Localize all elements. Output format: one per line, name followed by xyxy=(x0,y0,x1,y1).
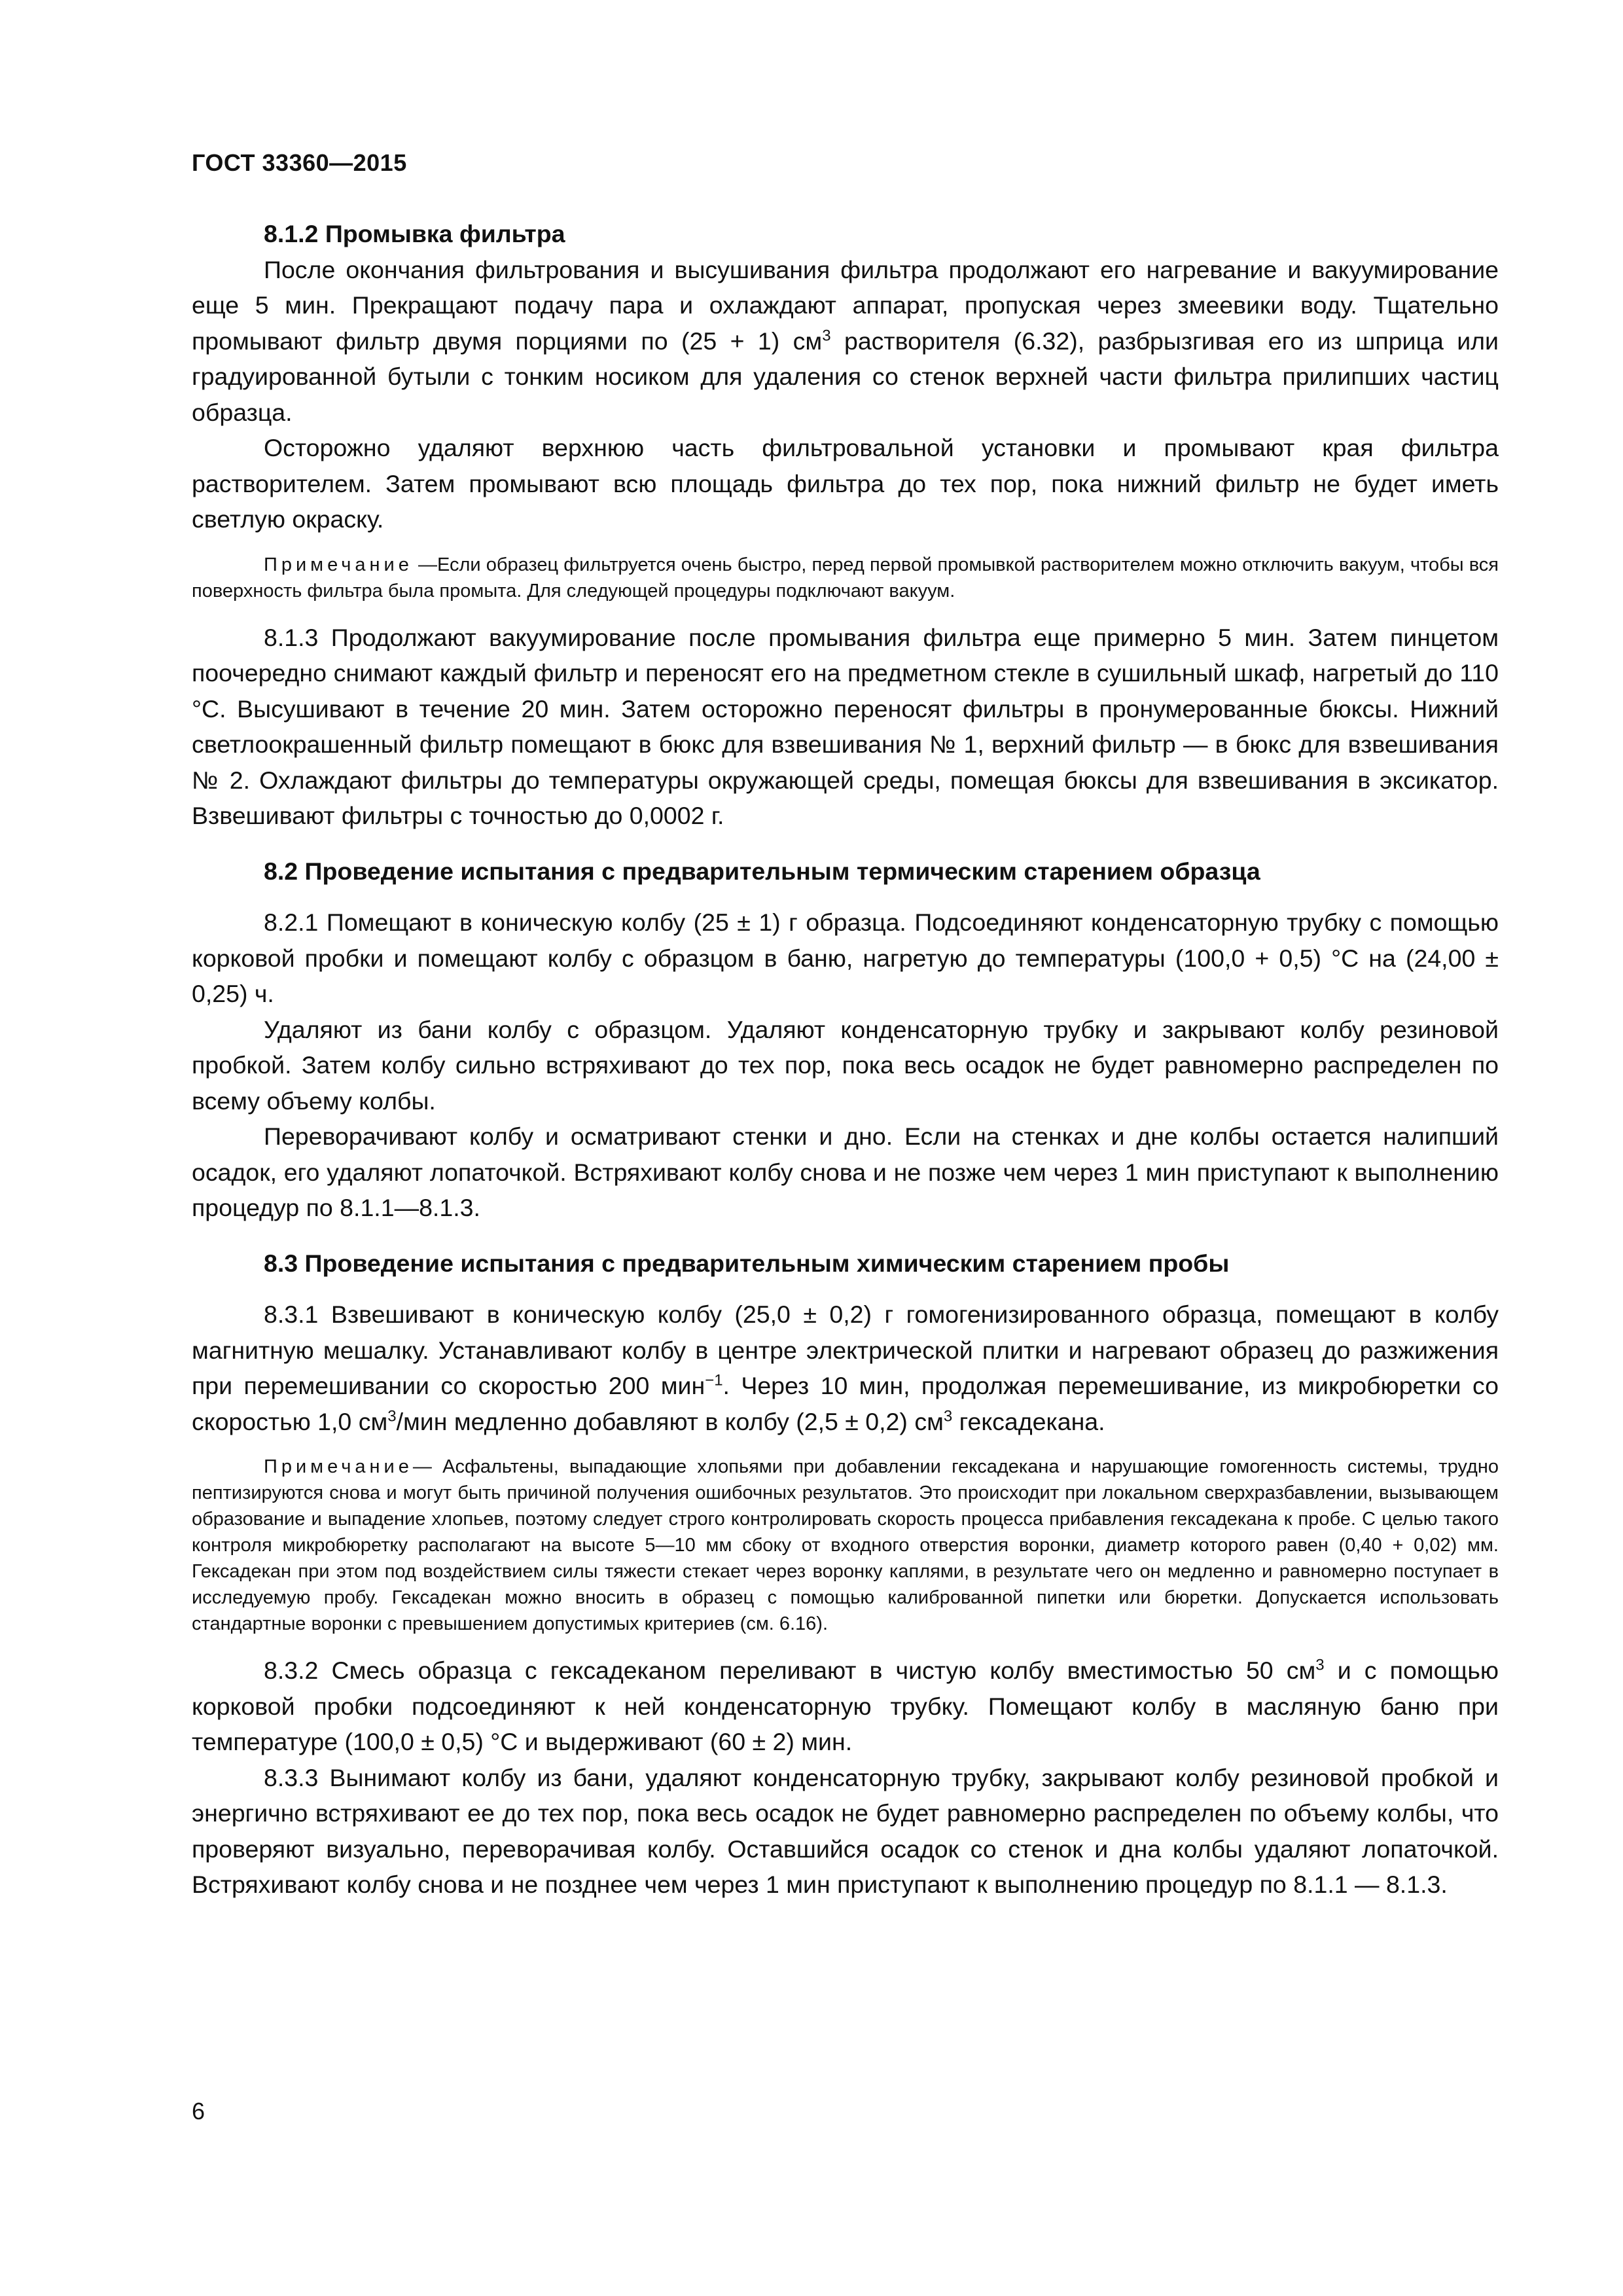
superscript: −1 xyxy=(705,1371,723,1390)
note-label: Примечание xyxy=(264,1456,413,1477)
section-8-3-3-paragraph: 8.3.3 Вынимают колбу из бани, удаляют конденсаторную трубку, закрывают колбу резиновой пробкой и энергично встряхивают ее до тех пор, пока весь осадок не будет равномерно распределен по объему колбы, что проверяют визуально, переворачивая колбу. Оставшийся осадок со стенок и дна колбы удаляют лопаточкой. Встряхивают колбу снова и не позднее чем через 1 мин приступают к выполнению процедур по 8.1.1 — 8.1.3. xyxy=(192,1763,1499,1898)
standard-header: ГОСТ 33360—2015 xyxy=(192,149,407,176)
section-8-1-3-paragraph: 8.1.3 Продолжают вакуумирование после промывания фильтра еще примерно 5 мин. Затем пинцетом поочередно снимают каждый фильтр и переносят его на предметном стекле в сушильный шкаф, нагретый до 110 °С. Высушивают в течение 20 мин. Затем осторожно переносят фильтры в пронумерованные бюксы. Нижний светлоокрашенный фильтр помещают в бюкс для взвешивания № 1, верхний фильтр — в бюкс для взвешивания № 2. Охлаждают фильтры до температуры окружающей среды, помещая бюксы для взвешивания в эксикатор. Взвешивают фильтры с точностью до 0,0002 г. xyxy=(192,623,1499,829)
page-number: 6 xyxy=(192,2098,205,2125)
document-page xyxy=(192,0,1499,2296)
section-8-3-heading: 8.3 Проведение испытания с предварительным химическим старением пробы xyxy=(264,1249,1230,1277)
text-run: . Через 10 мин, продолжая перемешивание, из микробюретки со скоростью 1,0 см xyxy=(192,1372,1499,1435)
text-run: гексадекана. xyxy=(952,1407,1105,1435)
text-run: 8.3.1 Взвешивают в коническую колбу (25,0 ± 0,2) г гомогенизированного образца, помещают в колбу магнитную мешалку. Устанавливают колбу в центре электрической плитки и нагревают образец до разжижения при перемешивании со скоростью 200 мин xyxy=(192,1300,1499,1399)
section-8-1-2-paragraph-2: Осторожно удаляют верхнюю часть фильтровальной установки и промывают края фильтра растворителем. Затем промывают всю площадь фильтра до тех пор, пока нижний фильтр не будет иметь светлую окраску. xyxy=(192,434,1499,533)
section-8-2-paragraph-2: Удаляют из бани колбу с образцом. Удаляют конденсаторную трубку и закрывают колбу резиновой пробкой. Затем колбу сильно встряхивают до тех пор, пока весь осадок не будет равномерно распределен по всему объему колбы. xyxy=(192,1015,1499,1115)
section-8-1-2-heading: 8.1.2 Промывка фильтра xyxy=(264,220,565,247)
note-8-1-2 xyxy=(192,552,1499,604)
superscript: 3 xyxy=(1315,1656,1325,1674)
document-body xyxy=(192,216,1499,1903)
section-8-3-1-paragraph xyxy=(192,1297,1499,1439)
text-run: После окончания фильтрования и высушивания фильтра продолжают его нагревание и вакуумирование еще 5 мин. Прекращают подачу пара и охлаждают аппарат, пропуская через змеевики воду. Тщательно промывают фильтр двумя порциями по (25 + 1) см xyxy=(192,255,1499,355)
note-text: — Асфальтены, выпадающие хлопьями при добавлении гексадекана и нарушающие гомогенность системы, трудно пептизируются снова и могут быть причиной получения ошибочных результатов. Это происходит при локальном сверхразбавлении, вызывающем образование и выпадение хлопьев, поэтому следует строго контролировать скорость процесса прибавления гексадекана к пробе. С целью такого контроля микробюретку располагают на высоте 5—10 мм сбоку от входного отверстия воронки, диаметр которого равен (0,40 + 0,02) мм. Гексадекан при этом под воздействием силы тяжести стекает через воронку каплями, в результате чего он медленно и равномерно поступает в исследуемую пробу. Гексадекан можно вносить в образец с помощью калиброванной пипетки или бюретки. Допускается использовать стандартные воронки с превышением допустимых критериев (см. 6.16). xyxy=(192,1456,1499,1634)
note-label: Примечание xyxy=(264,554,413,575)
section-8-2-heading: 8.2 Проведение испытания с предварительным термическим старением образца xyxy=(264,857,1260,885)
superscript: 3 xyxy=(822,327,831,344)
section-8-2-1-paragraph: 8.2.1 Помещают в коническую колбу (25 ± 1) г образца. Подсоединяют конденсаторную трубку с помощью корковой пробки и помещают колбу с образцом в баню, нагретую до температуры (100,0 + 0,5) °С на (24,00 ± 0,25) ч. xyxy=(192,908,1499,1007)
superscript: 3 xyxy=(387,1407,397,1425)
text-run: /мин медленно добавляют в колбу (2,5 ± 0,2) см xyxy=(396,1407,944,1435)
note-8-3-1 xyxy=(192,1454,1499,1637)
note-text: —Если образец фильтруется очень быстро, перед первой промывкой растворителем можно отключить вакуум, чтобы вся поверхность фильтра была промыта. Для следующей процедуры подключают вакуум. xyxy=(192,554,1499,601)
superscript: 3 xyxy=(943,1407,953,1425)
text-run: и с помощью корковой пробки подсоединяют к ней конденсаторную трубку. Помещают колбу в масляную баню при температуре (100,0 ± 0,5) °С и выдерживают (60 ± 2) мин. xyxy=(192,1657,1499,1755)
section-8-3-2-paragraph xyxy=(192,1653,1499,1760)
section-8-1-2-paragraph-1 xyxy=(192,252,1499,431)
section-8-2-paragraph-3: Переворачивают колбу и осматривают стенки и дно. Если на стенках и дне колбы остается налипший осадок, его удаляют лопаточкой. Встряхивают колбу снова и не позже чем через 1 мин приступают к выполнению процедур по 8.1.1—8.1.3. xyxy=(192,1122,1499,1221)
text-run: 8.3.2 Смесь образца с гексадеканом переливают в чистую колбу вместимостью 50 см xyxy=(264,1657,1316,1684)
text-run: растворителя (6.32), разбрызгивая его из шприца или градуированной бутыли с тонким носиком для удаления со стенок верхней части фильтра прилипших частиц образца. xyxy=(192,327,1499,426)
